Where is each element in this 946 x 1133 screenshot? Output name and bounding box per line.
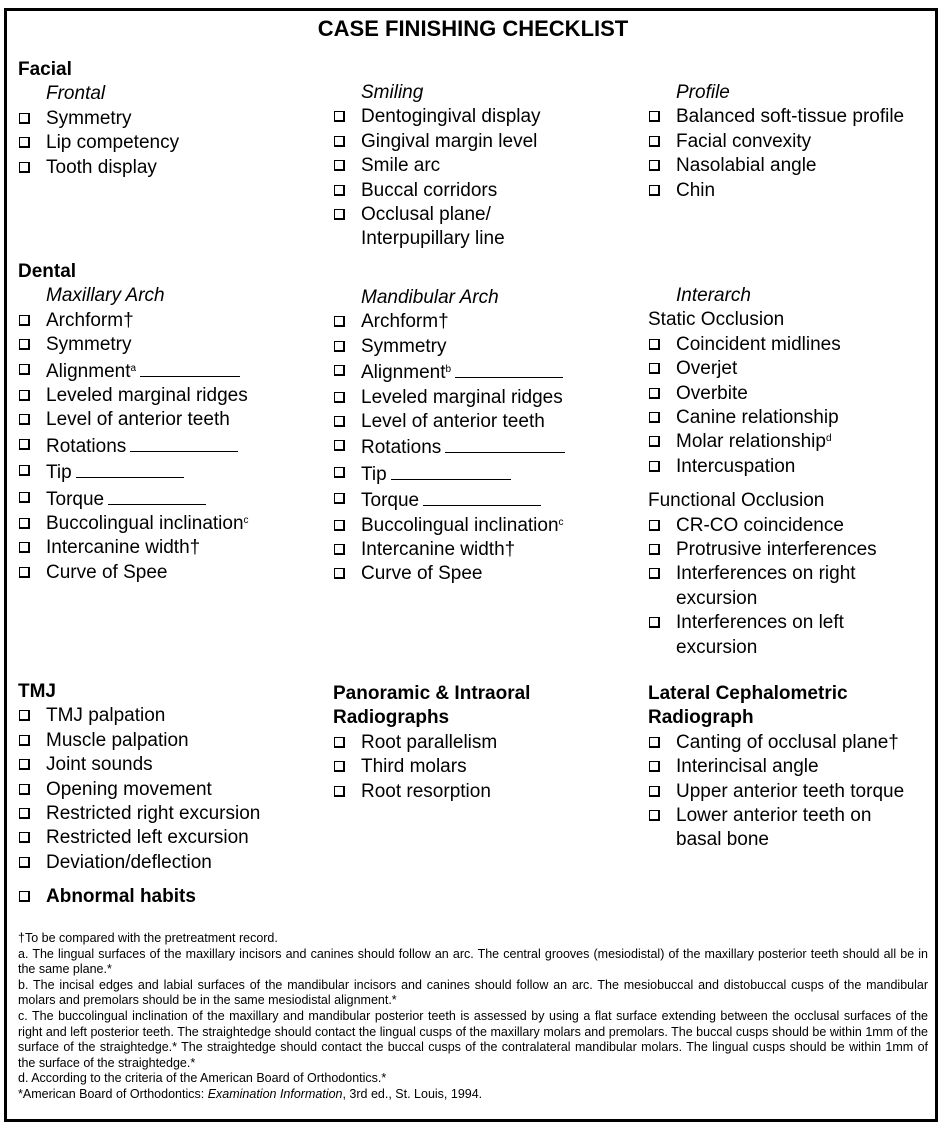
footnote-marker: a — [130, 362, 137, 374]
checkbox-icon[interactable] — [649, 160, 660, 171]
tmj-heading: TMJ — [18, 681, 56, 702]
checkbox-icon[interactable] — [334, 392, 345, 403]
fill-in-blank[interactable] — [391, 461, 511, 480]
checklist-item[interactable]: Deviation/deflection — [18, 851, 260, 875]
mandibular-label: Mandibular Arch — [361, 287, 499, 308]
smiling-label: Smiling — [361, 82, 424, 103]
checklist-item[interactable]: Overbite — [648, 382, 877, 406]
checklist-item[interactable]: Facial convexity — [648, 130, 904, 154]
checklist-item[interactable]: Intercanine width† — [333, 538, 565, 562]
checkbox-icon[interactable] — [19, 759, 30, 770]
interarch-section — [648, 284, 877, 660]
checklist-item[interactable]: CR-CO coincidence — [648, 514, 877, 538]
checkbox-icon[interactable] — [19, 113, 30, 124]
reference: *American Board of Orthodontics: Examination Information, 3rd ed., St. Louis, 1994. — [18, 1086, 483, 1101]
fill-in-blank[interactable] — [108, 486, 206, 505]
checklist-item[interactable]: Torque — [333, 487, 565, 513]
checklist-item[interactable]: Symmetry — [18, 333, 249, 357]
fill-in-blank[interactable] — [455, 359, 563, 378]
checklist-item[interactable]: Interincisal angle — [648, 755, 904, 779]
checkbox-icon[interactable] — [649, 412, 660, 423]
checklist-item[interactable]: Rotations — [18, 433, 249, 459]
checklist-item[interactable]: Level of anterior teeth — [333, 410, 565, 434]
checkbox-icon[interactable] — [334, 440, 345, 451]
tmj-section — [18, 680, 260, 910]
checklist-item[interactable]: Protrusive interferences — [648, 538, 877, 562]
checklist-item[interactable]: Nasolabial angle — [648, 154, 904, 178]
checklist-item-continuation: basal bone — [676, 829, 769, 851]
checklist-item[interactable]: Buccolingual inclination$^c$ — [333, 514, 565, 538]
checklist-item[interactable]: Intercuspation — [648, 455, 877, 479]
checkbox-icon[interactable] — [649, 363, 660, 374]
checkbox-icon[interactable] — [334, 544, 345, 555]
checkbox-icon[interactable] — [19, 339, 30, 350]
checkbox-icon[interactable] — [19, 784, 30, 795]
frontal-label: Frontal — [46, 83, 106, 105]
checklist-item-continuation: excursion — [676, 636, 758, 658]
checklist-item-continuation: excursion — [676, 587, 758, 609]
facial-section — [18, 58, 179, 180]
checkbox-icon[interactable] — [334, 185, 345, 196]
checklist-item[interactable]: Smile arc — [333, 154, 541, 178]
checklist-item[interactable]: Lip competency — [18, 131, 179, 155]
checklist-item[interactable]: Root parallelism — [333, 731, 530, 755]
checklist-item[interactable]: Gingival margin level — [333, 130, 541, 154]
checkbox-icon[interactable] — [334, 160, 345, 171]
checklist-item[interactable]: Tip — [333, 461, 565, 487]
checklist-item[interactable]: Torque — [18, 486, 249, 512]
checklist-item[interactable]: Symmetry — [333, 335, 565, 359]
checklist-item[interactable]: Upper anterior teeth torque — [648, 780, 904, 804]
checklist-item[interactable]: Leveled marginal ridges — [18, 384, 249, 408]
static-occlusion-label: Static Occlusion — [648, 309, 785, 331]
fill-in-blank[interactable] — [445, 434, 565, 453]
panoramic-heading-line2: Radiographs — [333, 707, 450, 729]
checklist-item[interactable]: Canting of occlusal plane† — [648, 731, 904, 755]
footnote-marker: d — [825, 433, 832, 445]
checklist-item[interactable]: Buccolingual inclination$^c$ — [18, 512, 249, 536]
checkbox-icon[interactable] — [19, 465, 30, 476]
footnote-a: a. The lingual surfaces of the maxillary incisors and canines should follow an arc. The central grooves (mesiodistal) of the maxillary posterior teeth should all be in the same plane.* — [18, 946, 928, 977]
checkbox-icon[interactable] — [19, 439, 30, 450]
checklist-item[interactable]: Tooth display — [18, 156, 179, 180]
checkbox-icon[interactable] — [19, 492, 30, 503]
checkbox-icon[interactable] — [649, 520, 660, 531]
fill-in-blank[interactable] — [130, 433, 238, 452]
checkbox-icon[interactable] — [649, 737, 660, 748]
maxillary-label: Maxillary Arch — [46, 285, 165, 307]
checkbox-icon[interactable] — [19, 891, 30, 902]
checkbox-icon[interactable] — [649, 388, 660, 399]
fill-in-blank[interactable] — [423, 487, 541, 506]
checkbox-icon[interactable] — [334, 136, 345, 147]
checklist-item[interactable]: Curve of Spee — [333, 562, 565, 586]
checkbox-icon[interactable] — [19, 518, 30, 529]
checklist-item-continuation: Interpupillary line — [361, 228, 505, 250]
checkbox-icon[interactable] — [334, 341, 345, 352]
interarch-label: Interarch — [676, 285, 751, 306]
checkbox-icon[interactable] — [19, 857, 30, 868]
smiling-section — [333, 81, 541, 252]
checkbox-icon[interactable] — [649, 136, 660, 147]
checklist-item[interactable]: Curve of Spee — [18, 561, 249, 585]
checklist-item[interactable]: Opening movement — [18, 778, 260, 802]
mandibular-section — [333, 286, 565, 587]
checklist-item[interactable]: Muscle palpation — [18, 729, 260, 753]
checklist-item[interactable]: Restricted left excursion — [18, 826, 260, 850]
checkbox-icon[interactable] — [19, 137, 30, 148]
checkbox-icon[interactable] — [19, 364, 30, 375]
checklist-item[interactable]: Symmetry — [18, 107, 179, 131]
checkbox-icon[interactable] — [649, 568, 660, 579]
fill-in-blank[interactable] — [140, 358, 240, 377]
checklist-item[interactable]: Chin — [648, 179, 904, 203]
checkbox-icon[interactable] — [334, 737, 345, 748]
checklist-item[interactable]: Archform† — [333, 310, 565, 334]
maxillary-section — [18, 260, 249, 585]
checkbox-icon[interactable] — [19, 808, 30, 819]
checklist-item[interactable]: Joint sounds — [18, 753, 260, 777]
checkbox-icon[interactable] — [334, 209, 345, 220]
checkbox-icon[interactable] — [649, 185, 660, 196]
footnote-d: d. According to the criteria of the American Board of Orthodontics.* — [18, 1071, 387, 1086]
panoramic-heading: Panoramic & Intraoral — [333, 683, 531, 704]
functional-occlusion-label: Functional Occlusion — [648, 490, 825, 512]
footnote-c: c. The buccolingual inclination of the maxillary and mandibular posterior teeth is assessed by using a flat surface extending between the occlusal surfaces of the right and left posterior teeth. The straightedge should contact the lingual cusps of the maxillary molars and premolars. The buccal cusps should be within 1mm of the surface of the straightedge.* The straightedge should contact the buccal cusps of the contralateral mandibular molars. The lingual cusps should be within 1mm of the surface of the straightedge.* — [18, 1008, 928, 1070]
footnote-marker: c — [243, 515, 249, 527]
footnote-marker: c — [558, 516, 564, 528]
checkbox-icon[interactable] — [19, 315, 30, 326]
checkbox-icon[interactable] — [19, 832, 30, 843]
checkbox-icon[interactable] — [334, 365, 345, 376]
footnotes — [18, 931, 928, 1103]
checklist-item[interactable]: Coincident midlines — [648, 333, 877, 357]
checkbox-icon[interactable] — [19, 414, 30, 425]
facial-heading: Facial — [18, 59, 72, 80]
checklist-item[interactable]: Tip — [18, 459, 249, 485]
profile-label: Profile — [676, 82, 730, 103]
checkbox-icon[interactable] — [19, 735, 30, 746]
checkbox-icon[interactable] — [649, 544, 660, 555]
lateral-ceph-heading: Lateral Cephalometric — [648, 683, 848, 704]
checkbox-icon[interactable] — [649, 810, 660, 821]
checkbox-icon[interactable] — [334, 493, 345, 504]
checklist-item[interactable]: Interferences on left — [648, 611, 877, 635]
profile-section — [648, 81, 904, 203]
checkbox-icon[interactable] — [649, 111, 660, 122]
checkbox-icon[interactable] — [649, 436, 660, 447]
checkbox-icon[interactable] — [334, 786, 345, 797]
checkbox-icon[interactable] — [334, 111, 345, 122]
checklist-item[interactable]: Intercanine width† — [18, 536, 249, 560]
checkbox-icon[interactable] — [19, 162, 30, 173]
checkbox-icon[interactable] — [334, 520, 345, 531]
checkbox-icon[interactable] — [334, 761, 345, 772]
checkbox-icon[interactable] — [649, 339, 660, 350]
fill-in-blank[interactable] — [76, 459, 184, 478]
checklist-item[interactable]: Canine relationship — [648, 406, 877, 430]
checklist-item[interactable]: Interferences on right — [648, 562, 877, 586]
checkbox-icon[interactable] — [649, 617, 660, 628]
checklist-item[interactable]: Dentogingival display — [333, 105, 541, 129]
footnote-marker: b — [445, 364, 452, 376]
checkbox-icon[interactable] — [19, 390, 30, 401]
abnormal-habits-item[interactable]: Abnormal habits — [18, 885, 260, 909]
reference-title: Examination Information — [207, 1086, 343, 1101]
checkbox-icon[interactable] — [334, 467, 345, 478]
checklist-item[interactable]: Lower anterior teeth on — [648, 804, 904, 828]
checkbox-icon[interactable] — [334, 416, 345, 427]
checkbox-icon[interactable] — [334, 316, 345, 327]
checklist-item[interactable]: Alignment$^b$ — [333, 359, 565, 385]
checkbox-icon[interactable] — [649, 461, 660, 472]
checklist-item[interactable]: Root resorption — [333, 780, 530, 804]
checklist-item[interactable]: Restricted right excursion — [18, 802, 260, 826]
page-title: CASE FINISHING CHECKLIST — [317, 16, 629, 41]
footnote-dagger: †To be compared with the pretreatment record. — [18, 931, 278, 945]
dental-heading: Dental — [18, 261, 77, 282]
checklist-item[interactable]: Third molars — [333, 755, 530, 779]
checkbox-icon[interactable] — [334, 568, 345, 579]
checklist-item[interactable]: Alignment$^a$ — [18, 358, 249, 384]
lateral-ceph-section — [648, 682, 904, 853]
checklist-item[interactable]: Level of anterior teeth — [18, 408, 249, 432]
checkbox-icon[interactable] — [19, 567, 30, 578]
checklist-item[interactable]: Leveled marginal ridges — [333, 386, 565, 410]
checklist-item[interactable]: Archform† — [18, 309, 249, 333]
checklist-item[interactable]: Overjet — [648, 357, 877, 381]
footnote-b: b. The incisal edges and labial surfaces of the mandibular incisors and canines should follow an arc. The mesiobuccal and distobuccal cusps of the mandibular molars and premolars should be in the same mesiodistal alignment.* — [18, 977, 928, 1008]
checkbox-icon[interactable] — [649, 786, 660, 797]
checkbox-icon[interactable] — [649, 761, 660, 772]
panoramic-section — [333, 682, 530, 804]
checkbox-icon[interactable] — [19, 542, 30, 553]
checklist-item[interactable]: Occlusal plane/ — [333, 203, 541, 227]
checklist-item[interactable]: Molar relationship$^d$ — [648, 430, 877, 454]
checklist-item[interactable]: Balanced soft-tissue profile — [648, 105, 904, 129]
checklist-item[interactable]: Rotations — [333, 434, 565, 460]
checkbox-icon[interactable] — [19, 710, 30, 721]
checklist-item[interactable]: TMJ palpation — [18, 704, 260, 728]
lateral-ceph-heading-line2: Radiograph — [648, 707, 754, 729]
checklist-item[interactable]: Buccal corridors — [333, 179, 541, 203]
